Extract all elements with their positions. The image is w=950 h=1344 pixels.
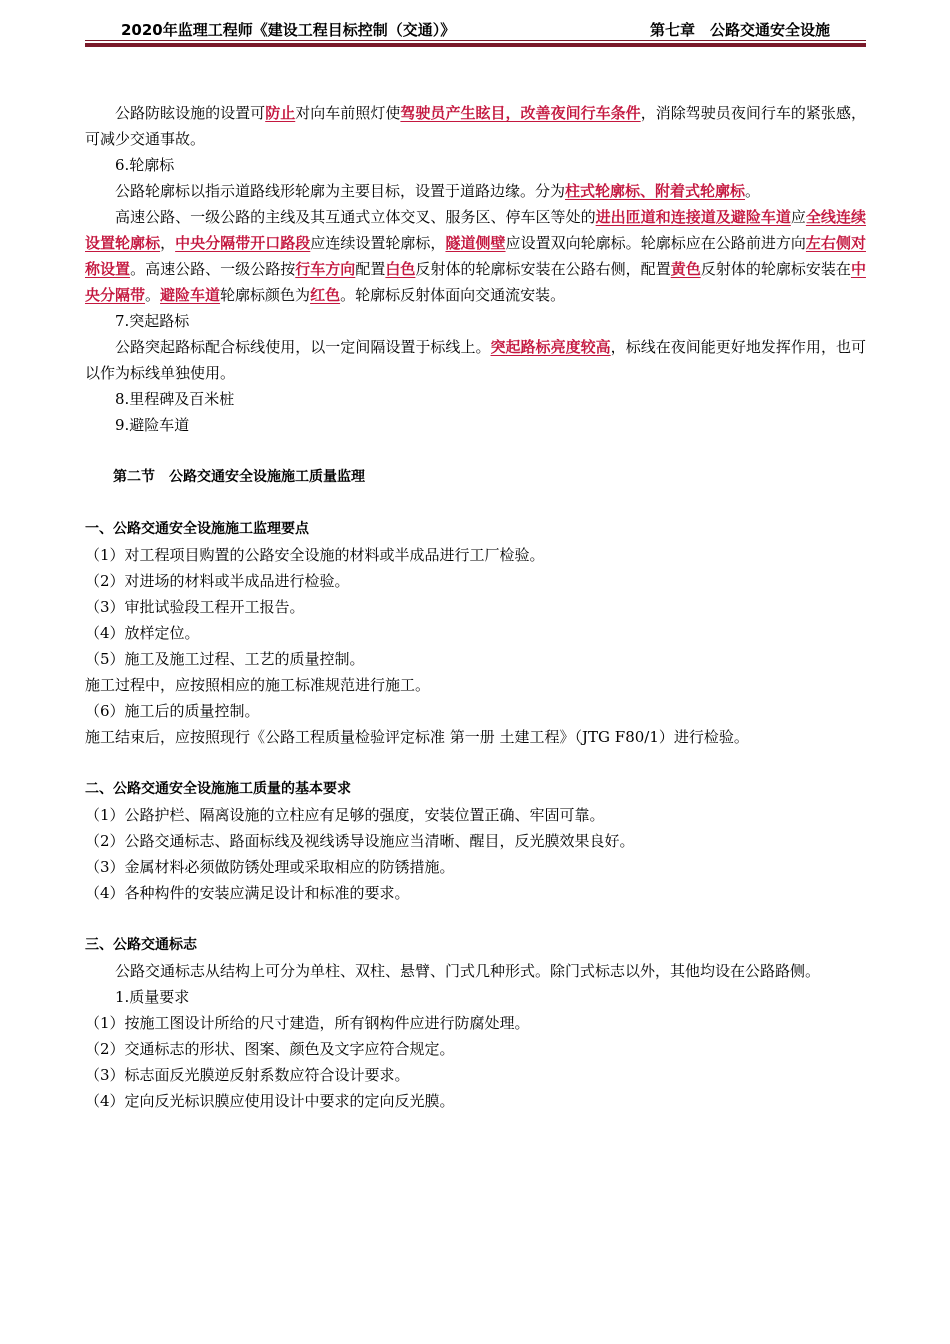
subsection-heading-2: 二、公路交通安全设施施工质量的基本要求 [85,781,351,797]
list-item: （3）标志面反光膜逆反射系数应符合设计要求。 [85,1066,410,1084]
spacer [85,490,866,516]
highlight: 柱式轮廓标、附着式轮廓标 [565,182,746,200]
text: 应连续设置轮廓标， [310,234,446,252]
text: ，标线在夜间能更好地发挥作用，也可以作为标线单独使用。 [85,338,866,382]
highlight: 进出匝道和连接道及避险车道 [595,208,791,226]
spacer [85,906,866,932]
text: 公路突起路标配合标线使用，以一定间隔设置于标线上。 [115,338,491,356]
header-chapter-title: 第七章 公路交通安全设施 [649,21,830,39]
item-heading-6: 6.轮廓标 [115,156,175,174]
highlight: 中央分隔带 [85,260,866,304]
highlight: 白色 [385,260,416,278]
highlight: 隧道侧壁 [445,234,506,252]
text: 反射体的轮廓标安装在公路右侧，配置 [415,260,671,278]
text: 高速公路、一级公路的主线及其互通式立体交叉、服务区、停车区等处的 [115,208,596,226]
item-heading-8: 8.里程碑及百米桩 [115,390,235,408]
highlight: 中央分隔带开口路段 [175,234,311,252]
highlight: 突起路标亮度较高 [490,338,611,356]
item-heading-quality: 1.质量要求 [115,988,190,1006]
list-item: （5）施工及施工过程、工艺的质量控制。 [85,650,365,668]
text: 。高速公路、一级公路按 [130,260,296,278]
list-item: （2）对进场的材料或半成品进行检验。 [85,572,350,590]
paragraph-anti-glare [85,100,866,152]
text: 公路防眩设施的设置可 [115,104,266,122]
text: 应 [790,208,806,226]
page-header [85,17,866,39]
highlight: 黄色 [670,260,701,278]
subsection-heading-1: 一、公路交通安全设施施工监理要点 [85,521,309,537]
list-item: （3）金属材料必须做防锈处理或采取相应的防锈措施。 [85,858,455,876]
paragraph-raised-markers [85,334,866,386]
highlight: 驾驶员产生眩目，改善夜间行车条件 [400,104,641,122]
highlight: 全线连续设置轮廓标 [85,208,866,252]
page-content [85,100,866,1114]
list-item: （3）审批试验段工程开工报告。 [85,598,305,616]
highlight: 左右侧对称设置 [85,234,866,278]
highlight: 防止 [265,104,296,122]
list-item: （4）定向反光标识膜应使用设计中要求的定向反光膜。 [85,1092,455,1110]
text: 公路轮廓标以指示道路线形轮廓为主要目标，设置于道路边缘。分为 [115,182,566,200]
paragraph-delineator-placement [85,204,866,308]
highlight: 红色 [310,286,341,304]
text: 。 [145,286,161,304]
text: 。轮廓标反射体面向交通流安装。 [340,286,566,304]
list-item: （4）放样定位。 [85,624,200,642]
highlight: 避险车道 [160,286,221,304]
text: 。 [745,182,761,200]
text: ， [160,234,176,252]
list-item: 施工结束后，应按照现行《公路工程质量检验评定标准 第一册 土建工程》（JTG F80/1）进行检验。 [85,728,749,746]
item-heading-9: 9.避险车道 [115,416,190,434]
paragraph-delineator-intro [85,178,866,204]
text: 对向车前照灯使 [295,104,401,122]
text: 配置 [355,260,386,278]
list-item: （2）交通标志的形状、图案、颜色及文字应符合规定。 [85,1040,455,1058]
header-rule-thick [85,43,866,47]
text: 反射体的轮廓标安装在 [700,260,851,278]
list-item: （1）按施工图设计所给的尺寸建造，所有钢构件应进行防腐处理。 [85,1014,530,1032]
list-item: （1）对工程项目购置的公路安全设施的材料或半成品进行工厂检验。 [85,546,545,564]
list-item: （2）公路交通标志、路面标线及视线诱导设施应当清晰、醒目，反光膜效果良好。 [85,832,635,850]
section-heading-2: 第二节 公路交通安全设施施工质量监理 [113,469,365,485]
paragraph-traffic-signs: 公路交通标志从结构上可分为单柱、双柱、悬臂、门式几种形式。除门式标志以外，其他均设在公路路侧。 [115,962,821,980]
subsection-heading-3: 三、公路交通标志 [85,937,197,953]
spacer [85,438,866,464]
list-item: （4）各种构件的安装应满足设计和标准的要求。 [85,884,410,902]
highlight: 行车方向 [295,260,356,278]
list-item: （1）公路护栏、隔离设施的立柱应有足够的强度，安装位置正确、牢固可靠。 [85,806,605,824]
header-book-title: 2020年监理工程师《建设工程目标控制（交通）》 [121,21,456,39]
text: ，消除驾驶员夜间行车的紧张感，可减少交通事故。 [85,104,866,148]
list-item: 施工过程中，应按照相应的施工标准规范进行施工。 [85,676,431,694]
text: 应设置双向轮廓标。轮廓标应在公路前进方向 [505,234,806,252]
item-heading-7: 7.突起路标 [115,312,190,330]
list-item: （6）施工后的质量控制。 [85,702,260,720]
spacer [85,750,866,776]
text: 轮廓标颜色为 [220,286,311,304]
header-rule-thin [85,40,866,41]
